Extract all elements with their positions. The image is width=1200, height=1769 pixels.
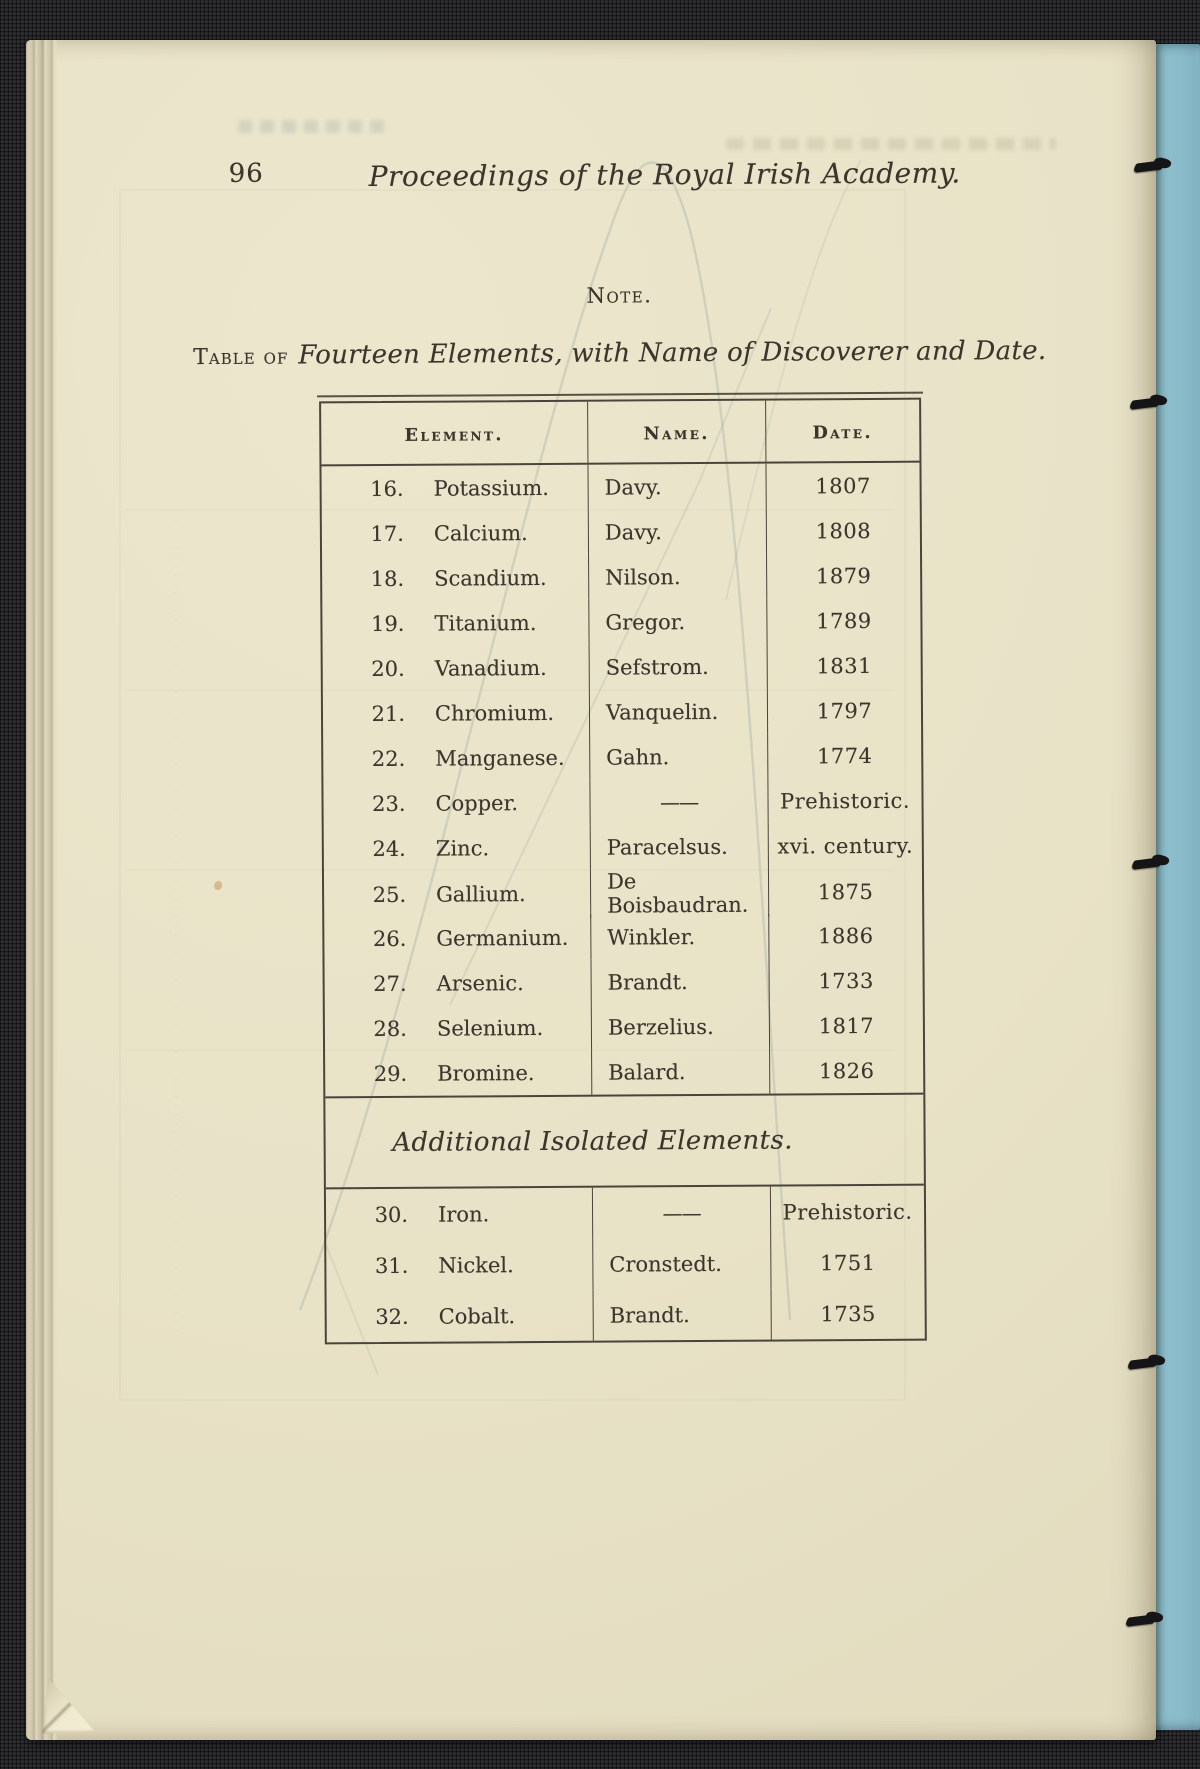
- element-cell: [325, 1050, 591, 1097]
- element-number: 26.: [372, 926, 407, 951]
- discoverer-name: Brandt.: [591, 959, 769, 1005]
- element-name: Nickel.: [438, 1252, 514, 1278]
- book-page: [26, 40, 1156, 1740]
- table-caption-prefix: Table of: [193, 344, 289, 371]
- binding-stitch: [1132, 158, 1174, 174]
- discoverer-name: Gahn.: [589, 734, 767, 780]
- table-row: [323, 643, 921, 692]
- binding-stitch: [1130, 855, 1172, 871]
- discoverer-name: Vanquelin.: [589, 689, 767, 735]
- discoverer-name: Winkler.: [590, 914, 768, 960]
- column-header-date: Date.: [765, 400, 919, 462]
- table-row: [325, 1003, 923, 1052]
- discovery-date: 1886: [768, 913, 922, 959]
- discoverer-name: ——: [592, 1187, 770, 1239]
- discovery-date: 1733: [768, 958, 922, 1004]
- element-cell: [324, 915, 590, 962]
- column-header-element: Element.: [404, 424, 505, 446]
- element-name: Chromium.: [434, 700, 555, 726]
- discoverer-name: Balard.: [591, 1049, 769, 1095]
- element-cell: [323, 735, 589, 782]
- element-name: Zinc.: [435, 835, 490, 861]
- paper-speck: [214, 881, 222, 890]
- table-row: [323, 778, 921, 827]
- element-cell: [326, 1239, 592, 1292]
- element-cell: [324, 870, 590, 920]
- elements-table: [319, 398, 927, 1345]
- discovery-date: 1879: [766, 553, 920, 599]
- discovery-date: 1826: [769, 1048, 923, 1094]
- table-row: [324, 868, 922, 917]
- table-caption-italic: Fourteen Elements, with Name of Discoverer and Date.: [298, 335, 1047, 371]
- discoverer-name: Davy.: [588, 509, 766, 555]
- discoverer-name: Davy.: [587, 464, 765, 510]
- element-cell: [327, 1290, 593, 1343]
- element-number: 17.: [370, 521, 404, 546]
- table-row: [322, 508, 920, 557]
- discovery-date: xvi. century.: [768, 823, 922, 869]
- discoverer-name: ——: [589, 779, 767, 825]
- element-cell: [326, 1188, 592, 1241]
- element-cell: [323, 690, 589, 737]
- element-number: 31.: [374, 1253, 409, 1278]
- table-header-row: [321, 400, 919, 467]
- table-row: [326, 1237, 924, 1292]
- discovery-date: 1774: [767, 733, 921, 779]
- binding-stitch: [1128, 395, 1170, 411]
- discovery-date: 1831: [767, 643, 921, 689]
- element-number: 19.: [370, 611, 405, 636]
- element-number: 20.: [371, 656, 405, 681]
- elements-table-body: [321, 463, 923, 1097]
- page-content: [23, 37, 1163, 1744]
- table-row: [323, 733, 921, 782]
- element-number: 18.: [370, 566, 405, 591]
- discoverer-name: Gregor.: [588, 599, 766, 645]
- discovery-date: 1808: [766, 508, 920, 554]
- element-number: 27.: [373, 971, 407, 996]
- element-name: Gallium.: [436, 882, 526, 907]
- element-number: 28.: [373, 1016, 407, 1041]
- discovery-date: 1789: [766, 598, 920, 644]
- element-name: Vanadium.: [434, 655, 547, 681]
- table-row: [322, 598, 920, 647]
- table-row: [325, 958, 923, 1007]
- table-row: [321, 463, 919, 512]
- table-row: [324, 823, 922, 872]
- note-heading: Note.: [586, 283, 653, 308]
- discoverer-name: Cronstedt.: [592, 1238, 770, 1290]
- discovery-date: 1817: [769, 1003, 923, 1049]
- discovery-date: Prehistoric.: [767, 778, 921, 824]
- discovery-date: 1807: [765, 463, 919, 509]
- element-cell: [322, 600, 588, 647]
- element-number: 24.: [372, 836, 406, 861]
- discovery-date: 1797: [767, 688, 921, 734]
- element-cell: [323, 780, 589, 827]
- element-name: Scandium.: [434, 565, 547, 591]
- table-row: [325, 1048, 923, 1097]
- discoverer-name: Paracelsus.: [590, 824, 768, 870]
- element-cell: [321, 465, 587, 512]
- element-number: 29.: [373, 1061, 408, 1086]
- element-name: Manganese.: [435, 745, 565, 771]
- element-number: 25.: [372, 882, 407, 908]
- running-title: Proceedings of the Royal Irish Academy.: [368, 156, 961, 194]
- table-row: [324, 913, 922, 962]
- discovery-date: Prehistoric.: [770, 1186, 924, 1238]
- discoverer-name: Berzelius.: [591, 1004, 769, 1050]
- discoverer-name: Sefstrom.: [589, 644, 767, 690]
- element-name: Arsenic.: [436, 970, 524, 996]
- column-header-name: Name.: [587, 401, 765, 463]
- element-name: Copper.: [435, 790, 519, 816]
- discovery-date: 1751: [770, 1237, 924, 1289]
- binding-stitch: [1124, 1612, 1166, 1628]
- element-cell: [325, 1005, 591, 1052]
- element-number: 23.: [372, 791, 406, 816]
- table-row: [327, 1288, 925, 1343]
- element-cell: [322, 510, 588, 557]
- element-number: 21.: [371, 701, 406, 726]
- discovery-date: 1875: [768, 868, 922, 917]
- discovery-date: 1735: [771, 1288, 925, 1340]
- element-name: Germanium.: [436, 925, 569, 951]
- element-cell: [323, 645, 589, 692]
- table-row: [326, 1186, 924, 1241]
- element-name: Potassium.: [433, 475, 549, 501]
- discoverer-name: Nilson.: [588, 554, 766, 600]
- additional-table-body: [326, 1186, 925, 1343]
- element-cell: [322, 555, 588, 602]
- element-number: 30.: [374, 1202, 409, 1227]
- section-heading: Additional Isolated Elements.: [325, 1093, 924, 1190]
- element-cell: [325, 960, 591, 1007]
- page-number: 96: [228, 158, 264, 189]
- table-row: [322, 553, 920, 602]
- binding-stitch: [1126, 1355, 1168, 1371]
- element-number: 22.: [371, 746, 406, 771]
- table-caption: [170, 336, 1070, 371]
- element-name: Iron.: [437, 1201, 490, 1227]
- element-number: 16.: [370, 476, 404, 501]
- element-name: Titanium.: [434, 610, 537, 636]
- discoverer-name: Brandt.: [593, 1289, 771, 1341]
- table-row: [323, 688, 921, 737]
- element-name: Calcium.: [433, 520, 528, 546]
- element-name: Cobalt.: [438, 1303, 516, 1329]
- element-name: Bromine.: [437, 1060, 535, 1086]
- element-cell: [324, 825, 590, 872]
- element-name: Selenium.: [436, 1015, 544, 1041]
- discoverer-name: De Boisbaudran.: [590, 869, 768, 918]
- element-number: 32.: [375, 1304, 409, 1329]
